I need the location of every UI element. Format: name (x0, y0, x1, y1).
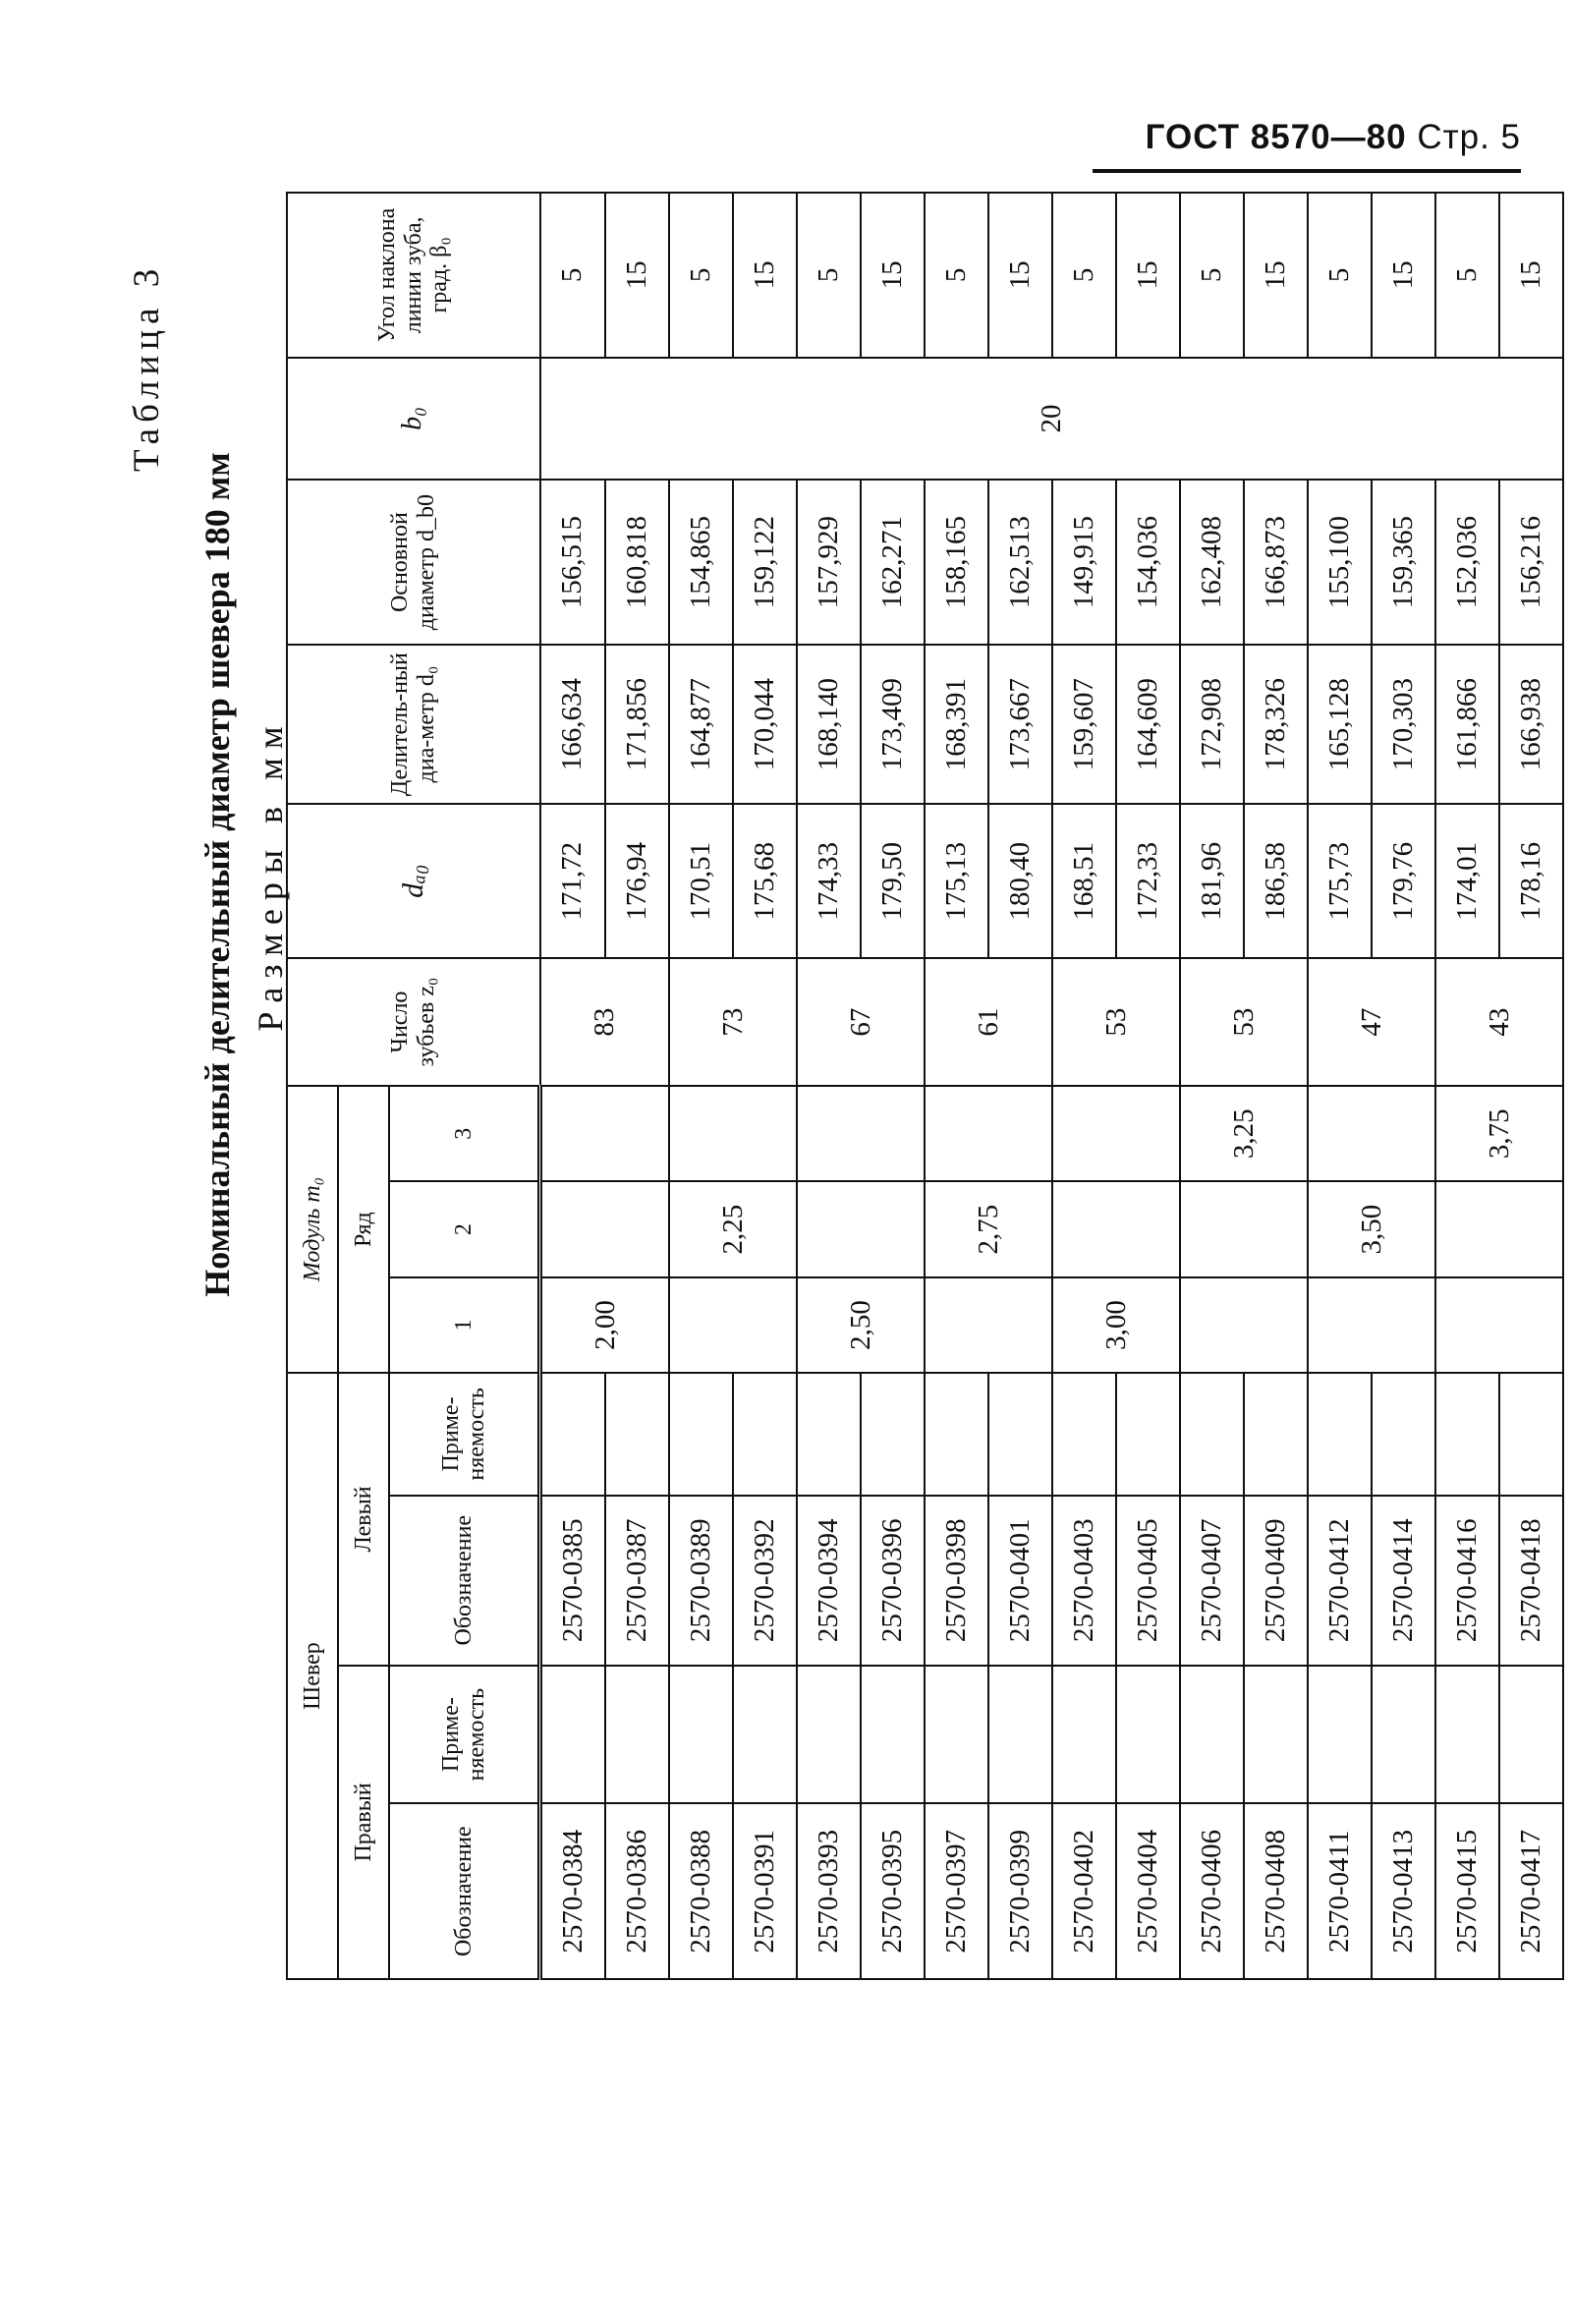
table-body (540, 193, 1564, 1979)
helix-angle-cell: 5 (1435, 193, 1499, 358)
module-row2-cell (1435, 1181, 1563, 1276)
right-applicability-cell (1308, 1666, 1372, 1804)
right-designation-cell: 2570-0395 (861, 1803, 925, 1979)
module-row2-cell (540, 1181, 670, 1276)
module-row1-cell (669, 1277, 797, 1373)
base-diameter-cell: 162,513 (988, 480, 1052, 645)
right-designation-cell: 2570-0404 (1116, 1803, 1180, 1979)
left-applicability-cell (1244, 1373, 1308, 1495)
left-designation-cell: 2570-0409 (1244, 1496, 1308, 1666)
da0-cell: 175,73 (1308, 804, 1372, 958)
left-designation-cell: 2570-0396 (861, 1496, 925, 1666)
table-label: Таблица 3 (127, 262, 167, 472)
helix-angle-cell: 15 (1116, 193, 1180, 358)
da0-cell: 181,96 (1180, 804, 1244, 958)
left-designation-cell: 2570-0392 (733, 1496, 797, 1666)
module-row2-cell (1052, 1181, 1180, 1276)
right-applicability-cell (1372, 1666, 1435, 1804)
base-diameter-cell: 159,122 (733, 480, 797, 645)
module-row3-cell (925, 1086, 1052, 1181)
b0-header: b₀ (287, 358, 540, 480)
da0-cell: 172,33 (1116, 804, 1180, 958)
helix-angle-cell: 5 (1308, 193, 1372, 358)
right-designation-cell: 2570-0397 (925, 1803, 988, 1979)
left-applicability-cell (1116, 1373, 1180, 1495)
helix-angle-cell: 15 (988, 193, 1052, 358)
left-designation-header: Обозначение (389, 1496, 540, 1666)
left-applicability-cell (1052, 1373, 1116, 1495)
base-diameter-cell: 154,036 (1116, 480, 1180, 645)
teeth-count-cell: 53 (1052, 958, 1180, 1086)
standard-number: ГОСТ 8570—80 (1145, 118, 1407, 156)
da0-cell: 175,68 (733, 804, 797, 958)
right-applicability-cell (605, 1666, 669, 1804)
base-diameter-cell: 157,929 (797, 480, 861, 645)
pitch-diameter-cell: 164,609 (1116, 645, 1180, 804)
right-designation-header: Обозначение (389, 1803, 540, 1979)
shaver-header: Шевер (287, 1373, 338, 1979)
pitch-diameter-cell: 170,044 (733, 645, 797, 804)
base-diameter-cell: 160,818 (605, 480, 669, 645)
right-designation-cell: 2570-0393 (797, 1803, 861, 1979)
left-designation-cell: 2570-0401 (988, 1496, 1052, 1666)
helix-angle-cell: 5 (925, 193, 988, 358)
da0-cell: 175,13 (925, 804, 988, 958)
left-designation-cell: 2570-0385 (540, 1496, 606, 1666)
helix-angle-cell: 15 (1244, 193, 1308, 358)
pitch-diameter-cell: 166,938 (1499, 645, 1563, 804)
data-table (286, 192, 1564, 1980)
base-diameter-cell: 152,036 (1435, 480, 1499, 645)
left-applicability-cell (1435, 1373, 1499, 1495)
left-designation-cell: 2570-0403 (1052, 1496, 1116, 1666)
helix-angle-cell: 15 (861, 193, 925, 358)
module-row1-cell (1308, 1277, 1435, 1373)
base-diameter-cell: 158,165 (925, 480, 988, 645)
module-row3-cell: 3,75 (1435, 1086, 1563, 1181)
base-diameter-header: Основной диаметр d_b0 (287, 480, 540, 645)
left-header: Левый (338, 1373, 389, 1666)
pitch-diameter-cell: 170,303 (1372, 645, 1435, 804)
left-applicability-cell (797, 1373, 861, 1495)
right-designation-cell: 2570-0408 (1244, 1803, 1308, 1979)
table-subtitle: Размеры в мм (251, 717, 290, 1032)
pitch-diameter-header: Делитель-ный диа-метр d₀ (287, 645, 540, 804)
module-row1-cell (1435, 1277, 1563, 1373)
right-applicability-cell (861, 1666, 925, 1804)
module-row1-cell (925, 1277, 1052, 1373)
left-applicability-cell (605, 1373, 669, 1495)
table-row (540, 193, 606, 1979)
right-applicability-cell (797, 1666, 861, 1804)
da0-cell: 174,01 (1435, 804, 1499, 958)
helix-angle-cell: 15 (733, 193, 797, 358)
pitch-diameter-cell: 164,877 (669, 645, 733, 804)
da0-cell: 186,58 (1244, 804, 1308, 958)
helix-angle-cell: 15 (1372, 193, 1435, 358)
pitch-diameter-cell: 172,908 (1180, 645, 1244, 804)
right-designation-cell: 2570-0386 (605, 1803, 669, 1979)
module-row3-cell (1052, 1086, 1180, 1181)
left-applicability-cell (1308, 1373, 1372, 1495)
pitch-diameter-cell: 173,409 (861, 645, 925, 804)
da0-cell: 174,33 (797, 804, 861, 958)
teeth-count-cell: 83 (540, 958, 670, 1086)
da0-cell: 168,51 (1052, 804, 1116, 958)
right-applicability-cell (1116, 1666, 1180, 1804)
module-header: Модуль m₀ (287, 1086, 338, 1373)
helix-angle-cell: 5 (797, 193, 861, 358)
base-diameter-cell: 162,271 (861, 480, 925, 645)
b0-cell: 20 (540, 358, 1564, 480)
module-row3-cell (1308, 1086, 1435, 1181)
pitch-diameter-cell: 168,140 (797, 645, 861, 804)
right-applicability-cell (1499, 1666, 1563, 1804)
teeth-count-cell: 47 (1308, 958, 1435, 1086)
left-applicability-cell (540, 1373, 606, 1495)
right-designation-cell: 2570-0413 (1372, 1803, 1435, 1979)
right-applicability-cell (988, 1666, 1052, 1804)
base-diameter-cell: 166,873 (1244, 480, 1308, 645)
right-applicability-cell (540, 1666, 606, 1804)
pitch-diameter-cell: 171,856 (605, 645, 669, 804)
helix-angle-cell: 5 (1180, 193, 1244, 358)
left-designation-cell: 2570-0389 (669, 1496, 733, 1666)
da0-cell: 179,50 (861, 804, 925, 958)
module-row1-cell: 2,00 (540, 1277, 670, 1373)
right-designation-cell: 2570-0417 (1499, 1803, 1563, 1979)
helix-angle-cell: 5 (540, 193, 606, 358)
base-diameter-cell: 154,865 (669, 480, 733, 645)
module-row3-cell (669, 1086, 797, 1181)
pitch-diameter-cell: 165,128 (1308, 645, 1372, 804)
right-designation-cell: 2570-0388 (669, 1803, 733, 1979)
module-row2-cell: 2,25 (669, 1181, 797, 1276)
helix-angle-header: Угол наклона линии зуба, град. β₀ (287, 193, 540, 358)
helix-angle-cell: 5 (669, 193, 733, 358)
da0-cell: 178,16 (1499, 804, 1563, 958)
left-designation-cell: 2570-0407 (1180, 1496, 1244, 1666)
teeth-count-cell: 67 (797, 958, 925, 1086)
base-diameter-cell: 155,100 (1308, 480, 1372, 645)
pitch-diameter-cell: 161,866 (1435, 645, 1499, 804)
helix-angle-cell: 15 (1499, 193, 1563, 358)
teeth-count-cell: 73 (669, 958, 797, 1086)
module-row2-cell (1180, 1181, 1308, 1276)
left-applicability-cell (925, 1373, 988, 1495)
left-applicability-cell (1372, 1373, 1435, 1495)
left-applicability-cell (988, 1373, 1052, 1495)
teeth-count-cell: 61 (925, 958, 1052, 1086)
right-designation-cell: 2570-0402 (1052, 1803, 1116, 1979)
pitch-diameter-cell: 159,607 (1052, 645, 1116, 804)
left-designation-cell: 2570-0418 (1499, 1496, 1563, 1666)
left-applicability-cell (861, 1373, 925, 1495)
base-diameter-cell: 149,915 (1052, 480, 1116, 645)
da0-cell: 176,94 (605, 804, 669, 958)
helix-angle-cell: 15 (605, 193, 669, 358)
right-designation-cell: 2570-0411 (1308, 1803, 1372, 1979)
module-row3-cell (540, 1086, 670, 1181)
right-applicability-cell (733, 1666, 797, 1804)
row-3-header: 3 (389, 1086, 540, 1181)
module-row1-cell: 3,00 (1052, 1277, 1180, 1373)
right-applicability-cell (1435, 1666, 1499, 1804)
right-applicability-header: Приме-няемость (389, 1666, 540, 1804)
helix-angle-cell: 5 (1052, 193, 1116, 358)
left-designation-cell: 2570-0414 (1372, 1496, 1435, 1666)
teeth-count-cell: 53 (1180, 958, 1308, 1086)
module-row2-cell (797, 1181, 925, 1276)
da0-header: dₐ₀ (287, 804, 540, 958)
pitch-diameter-cell: 173,667 (988, 645, 1052, 804)
right-applicability-cell (925, 1666, 988, 1804)
page-number: Стр. 5 (1417, 118, 1521, 156)
row-2-header: 2 (389, 1181, 540, 1276)
pitch-diameter-cell: 166,634 (540, 645, 606, 804)
right-applicability-cell (669, 1666, 733, 1804)
table-title: Номинальный делительный диаметр шевера 180 мм (197, 452, 237, 1297)
left-applicability-header: Приме-няемость (389, 1373, 540, 1495)
right-applicability-cell (1180, 1666, 1244, 1804)
base-diameter-cell: 156,216 (1499, 480, 1563, 645)
module-row3-cell (797, 1086, 925, 1181)
left-designation-cell: 2570-0405 (1116, 1496, 1180, 1666)
da0-cell: 180,40 (988, 804, 1052, 958)
left-applicability-cell (669, 1373, 733, 1495)
row-header: Ряд (338, 1086, 389, 1373)
right-applicability-cell (1244, 1666, 1308, 1804)
module-row2-cell: 2,75 (925, 1181, 1052, 1276)
right-applicability-cell (1052, 1666, 1116, 1804)
da0-cell: 179,76 (1372, 804, 1435, 958)
left-designation-cell: 2570-0416 (1435, 1496, 1499, 1666)
pitch-diameter-cell: 168,391 (925, 645, 988, 804)
right-designation-cell: 2570-0415 (1435, 1803, 1499, 1979)
left-designation-cell: 2570-0412 (1308, 1496, 1372, 1666)
left-applicability-cell (1180, 1373, 1244, 1495)
base-diameter-cell: 162,408 (1180, 480, 1244, 645)
right-header: Правый (338, 1666, 389, 1979)
right-designation-cell: 2570-0399 (988, 1803, 1052, 1979)
right-designation-cell: 2570-0406 (1180, 1803, 1244, 1979)
teeth-header: Число зубьев z₀ (287, 958, 540, 1086)
left-designation-cell: 2570-0394 (797, 1496, 861, 1666)
module-row1-cell (1180, 1277, 1308, 1373)
pitch-diameter-cell: 178,326 (1244, 645, 1308, 804)
module-row1-cell: 2,50 (797, 1277, 925, 1373)
left-designation-cell: 2570-0387 (605, 1496, 669, 1666)
da0-cell: 170,51 (669, 804, 733, 958)
right-designation-cell: 2570-0391 (733, 1803, 797, 1979)
base-diameter-cell: 156,515 (540, 480, 606, 645)
da0-cell: 171,72 (540, 804, 606, 958)
module-row3-cell: 3,25 (1180, 1086, 1308, 1181)
module-row2-cell: 3,50 (1308, 1181, 1435, 1276)
base-diameter-cell: 159,365 (1372, 480, 1435, 645)
left-applicability-cell (733, 1373, 797, 1495)
teeth-count-cell: 43 (1435, 958, 1563, 1086)
row-1-header: 1 (389, 1277, 540, 1373)
left-designation-cell: 2570-0398 (925, 1496, 988, 1666)
left-applicability-cell (1499, 1373, 1563, 1495)
right-designation-cell: 2570-0384 (540, 1803, 606, 1979)
